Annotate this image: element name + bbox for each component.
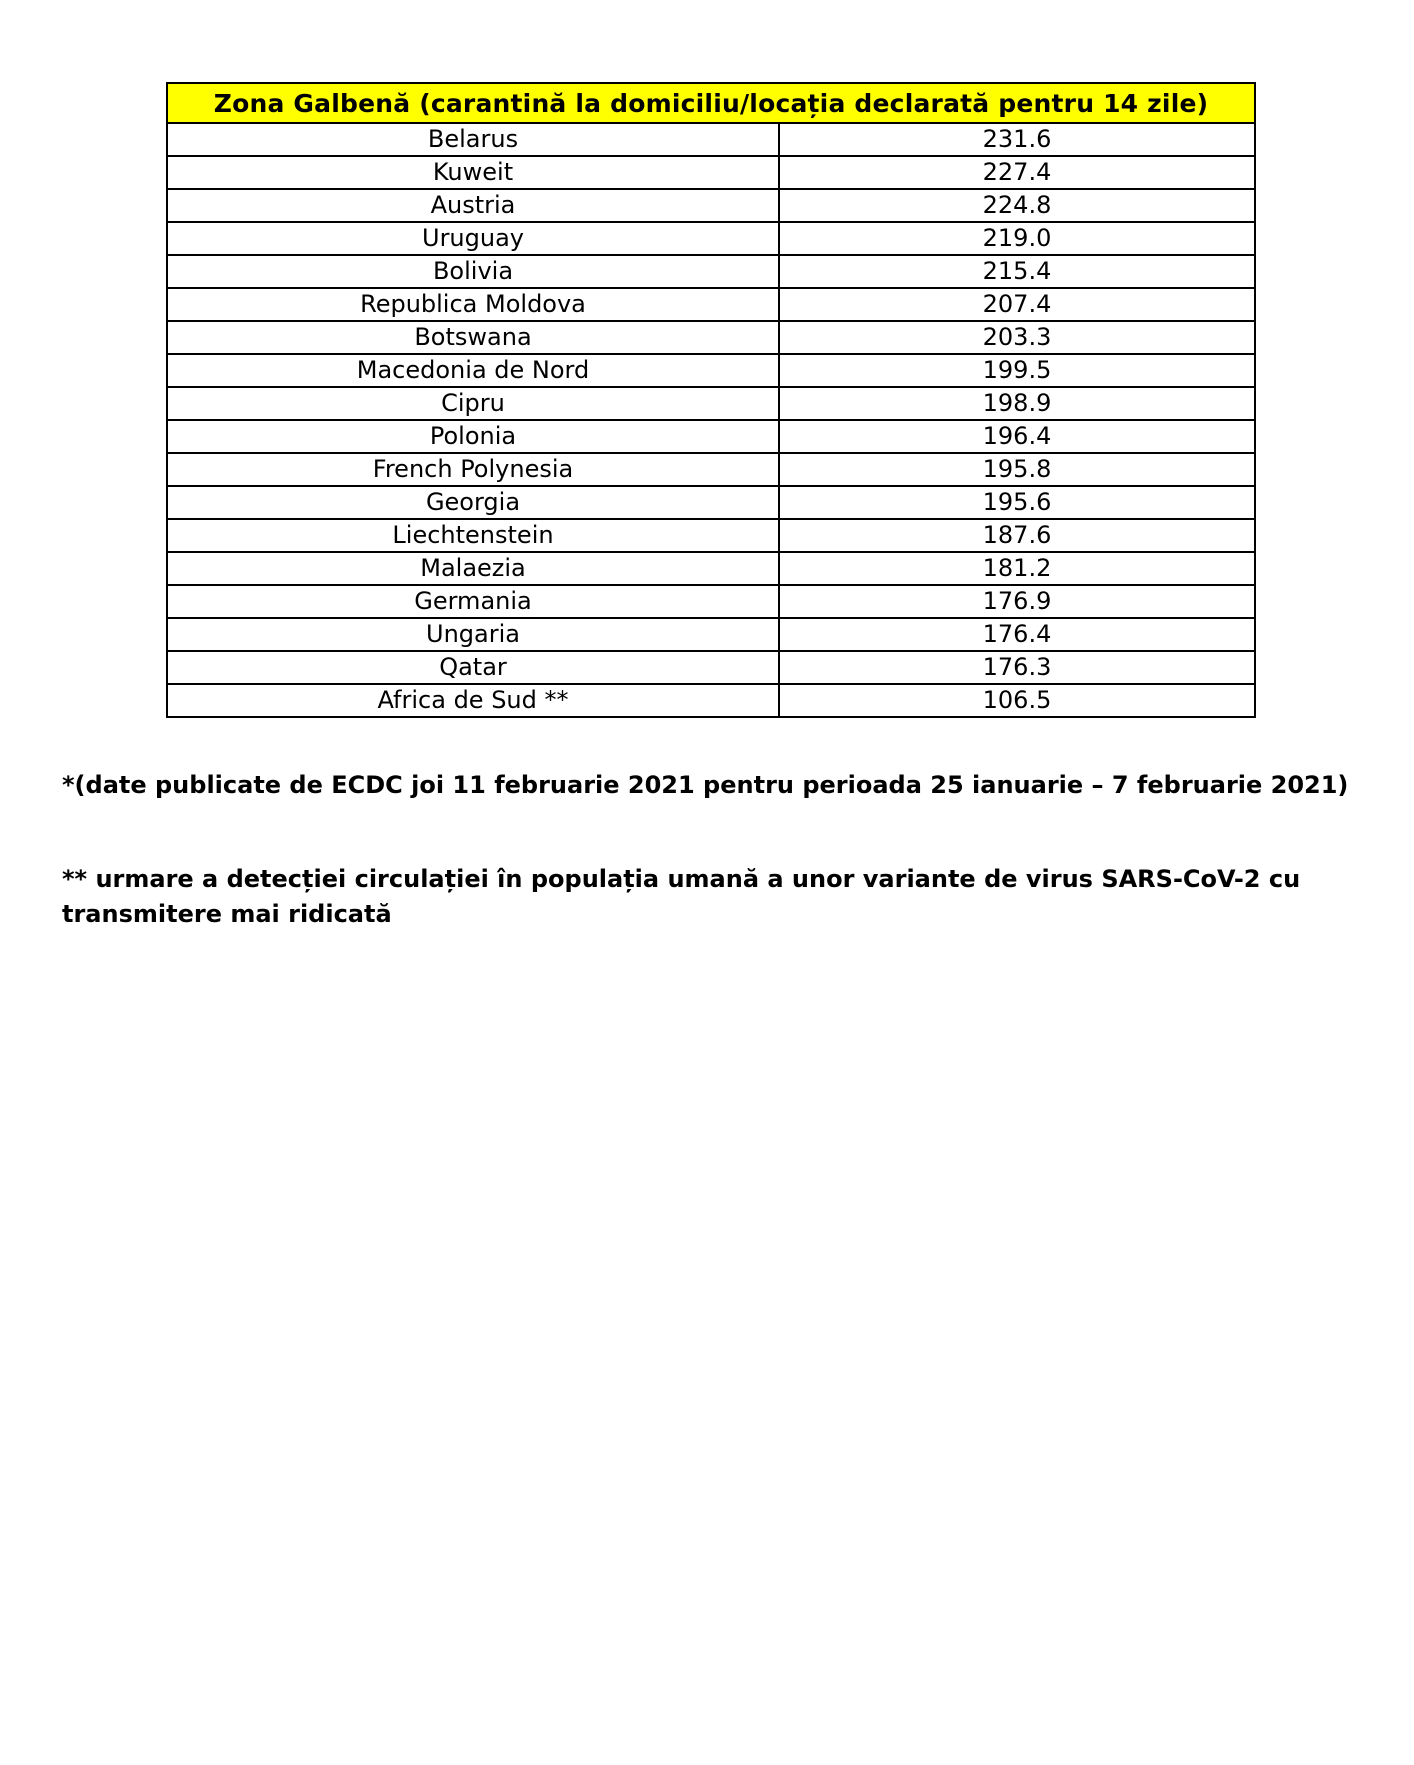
value-cell: 207.4 [779, 288, 1255, 321]
value-cell: 203.3 [779, 321, 1255, 354]
value-cell: 195.6 [779, 486, 1255, 519]
table-row [167, 651, 1255, 684]
country-cell: Bolivia [167, 255, 779, 288]
country-cell: Austria [167, 189, 779, 222]
value-cell: 195.8 [779, 453, 1255, 486]
table-row [167, 420, 1255, 453]
country-cell: Qatar [167, 651, 779, 684]
country-cell: Ungaria [167, 618, 779, 651]
value-cell: 106.5 [779, 684, 1255, 717]
value-cell: 219.0 [779, 222, 1255, 255]
country-cell: Uruguay [167, 222, 779, 255]
table-header-row [167, 83, 1255, 123]
country-cell: French Polynesia [167, 453, 779, 486]
country-cell: Belarus [167, 123, 779, 156]
table-row [167, 123, 1255, 156]
table-row [167, 288, 1255, 321]
country-cell: Africa de Sud ** [167, 684, 779, 717]
table-row [167, 354, 1255, 387]
value-cell: 187.6 [779, 519, 1255, 552]
value-cell: 176.4 [779, 618, 1255, 651]
country-cell: Botswana [167, 321, 779, 354]
country-cell: Polonia [167, 420, 779, 453]
value-cell: 196.4 [779, 420, 1255, 453]
value-cell: 176.3 [779, 651, 1255, 684]
country-cell: Germania [167, 585, 779, 618]
country-cell: Liechtenstein [167, 519, 779, 552]
table-row [167, 684, 1255, 717]
value-cell: 231.6 [779, 123, 1255, 156]
table-row [167, 519, 1255, 552]
value-cell: 227.4 [779, 156, 1255, 189]
value-cell: 176.9 [779, 585, 1255, 618]
source-note: *(date publicate de ECDC joi 11 februarie 2021 pentru perioada 25 ianuarie – 7 februarie 2021) [62, 771, 1349, 799]
country-cell: Republica Moldova [167, 288, 779, 321]
table-row [167, 618, 1255, 651]
table-row [167, 552, 1255, 585]
table-row [167, 387, 1255, 420]
country-cell: Macedonia de Nord [167, 354, 779, 387]
value-cell: 224.8 [779, 189, 1255, 222]
table-row [167, 486, 1255, 519]
value-cell: 199.5 [779, 354, 1255, 387]
table-row [167, 321, 1255, 354]
table-row [167, 222, 1255, 255]
value-cell: 181.2 [779, 552, 1255, 585]
country-cell: Kuweit [167, 156, 779, 189]
variant-note: ** urmare a detecției circulației în populația umană a unor variante de virus SARS-CoV-2 cu transmitere mai ridicată [62, 865, 1301, 928]
table-row [167, 189, 1255, 222]
table-header: Zona Galbenă (carantină la domiciliu/locația declarată pentru 14 zile) [167, 83, 1255, 123]
table-row [167, 156, 1255, 189]
country-cell: Georgia [167, 486, 779, 519]
country-cell: Cipru [167, 387, 779, 420]
yellow-zone-table [166, 82, 1256, 718]
table-row [167, 585, 1255, 618]
value-cell: 198.9 [779, 387, 1255, 420]
table-body [167, 123, 1255, 717]
table-row [167, 255, 1255, 288]
country-cell: Malaezia [167, 552, 779, 585]
table-row [167, 453, 1255, 486]
value-cell: 215.4 [779, 255, 1255, 288]
